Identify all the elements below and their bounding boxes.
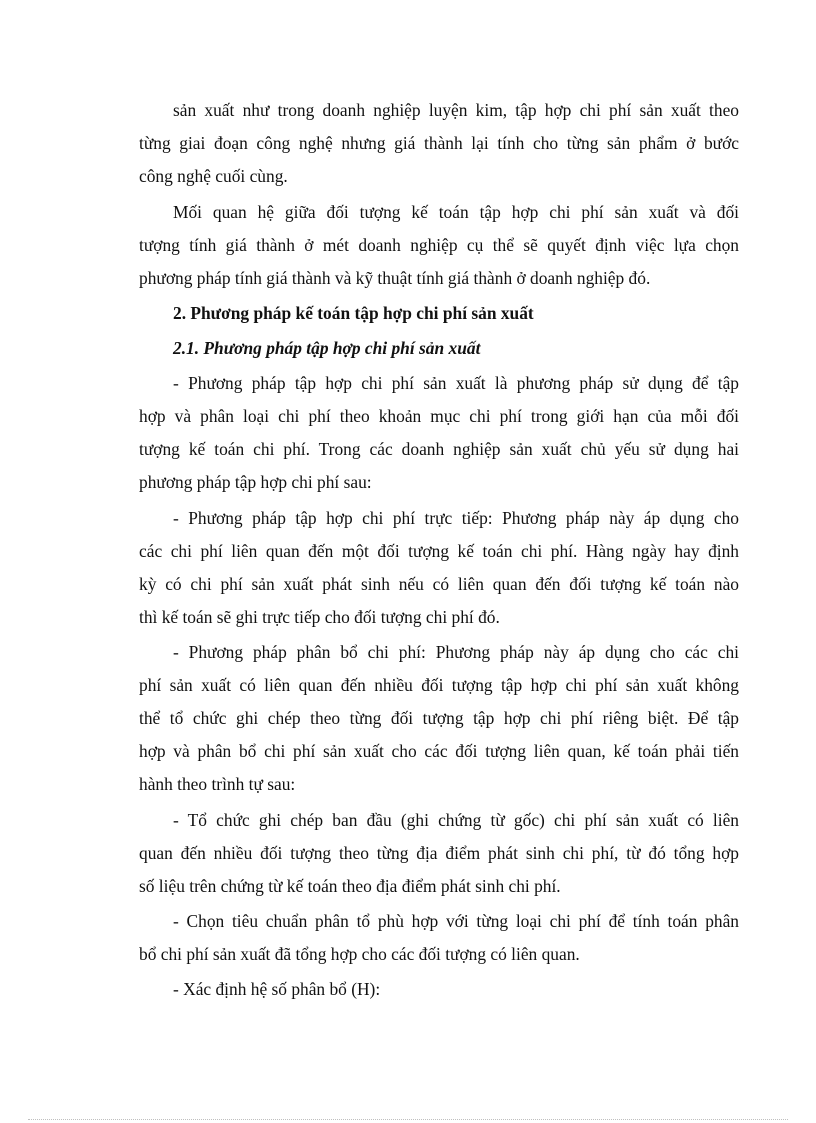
paragraph-line: - Phương pháp phân bổ chi phí: Phương pháp này áp dụng cho các chi	[173, 642, 739, 662]
paragraph-line: hành theo trình tự sau:	[139, 774, 296, 794]
paragraph-line: Mối quan hệ giữa đối tượng kế toán tập hợp chi phí sản xuất và đối	[173, 202, 739, 222]
paragraph-line: công nghệ cuối cùng.	[139, 166, 288, 186]
paragraph-line: tượng kế toán chi phí. Trong các doanh nghiệp sản xuất chủ yếu sử dụng hai	[139, 439, 739, 459]
paragraph-line: quan đến nhiều đối tượng theo từng địa điểm phát sinh chi phí, từ đó tổng hợp	[139, 843, 739, 863]
subsection-heading: 2.1. Phương pháp tập hợp chi phí sản xuất	[173, 338, 481, 358]
paragraph-line: sản xuất như trong doanh nghiệp luyện kim, tập hợp chi phí sản xuất theo	[173, 100, 739, 120]
section-heading: 2. Phương pháp kế toán tập hợp chi phí sản xuất	[173, 303, 534, 323]
paragraph-line: kỳ có chi phí sản xuất phát sinh nếu có liên quan đến đối tượng kế toán nào	[139, 574, 739, 594]
paragraph-line: phương pháp tập hợp chi phí sau:	[139, 472, 372, 492]
paragraph-line: phí sản xuất có liên quan đến nhiều đối tượng tập hợp chi phí sản xuất không	[139, 675, 739, 695]
paragraph-line: thể tổ chức ghi chép theo từng đối tượng tập hợp chi phí riêng biệt. Để tập	[139, 708, 739, 728]
paragraph-line: - Tổ chức ghi chép ban đầu (ghi chứng từ gốc) chi phí sản xuất có liên	[173, 810, 739, 830]
paragraph-line: thì kế toán sẽ ghi trực tiếp cho đối tượng chi phí đó.	[139, 607, 500, 627]
paragraph-line: - Xác định hệ số phân bổ (H):	[173, 979, 381, 999]
paragraph-line: hợp và phân loại chi phí theo khoản mục chi phí trong giới hạn của mỗi đối	[139, 406, 739, 426]
paragraph-line: bổ chi phí sản xuất đã tổng hợp cho các đối tượng có liên quan.	[139, 944, 580, 964]
paragraph-line: số liệu trên chứng từ kế toán theo địa điểm phát sinh chi phí.	[139, 876, 561, 896]
paragraph-line: các chi phí liên quan đến một đối tượng kế toán chi phí. Hàng ngày hay định	[139, 541, 739, 561]
paragraph-line: - Phương pháp tập hợp chi phí sản xuất là phương pháp sử dụng để tập	[173, 373, 739, 393]
paragraph-line: - Phương pháp tập hợp chi phí trực tiếp: Phương pháp này áp dụng cho	[173, 508, 739, 528]
paragraph-line: - Chọn tiêu chuẩn phân tổ phù hợp với từng loại chi phí để tính toán phân	[173, 911, 739, 931]
paragraph-line: tượng tính giá thành ở mét doanh nghiệp cụ thể sẽ quyết định việc lựa chọn	[139, 235, 739, 255]
paragraph-line: từng giai đoạn công nghệ nhưng giá thành lại tính cho từng sản phẩm ở bước	[139, 133, 739, 153]
footer-dotted-rule	[28, 1119, 788, 1120]
paragraph-line: hợp và phân bổ chi phí sản xuất cho các đối tượng liên quan, kế toán phải tiến	[139, 741, 739, 761]
paragraph-line: phương pháp tính giá thành và kỹ thuật tính giá thành ở doanh nghiệp đó.	[139, 268, 651, 288]
